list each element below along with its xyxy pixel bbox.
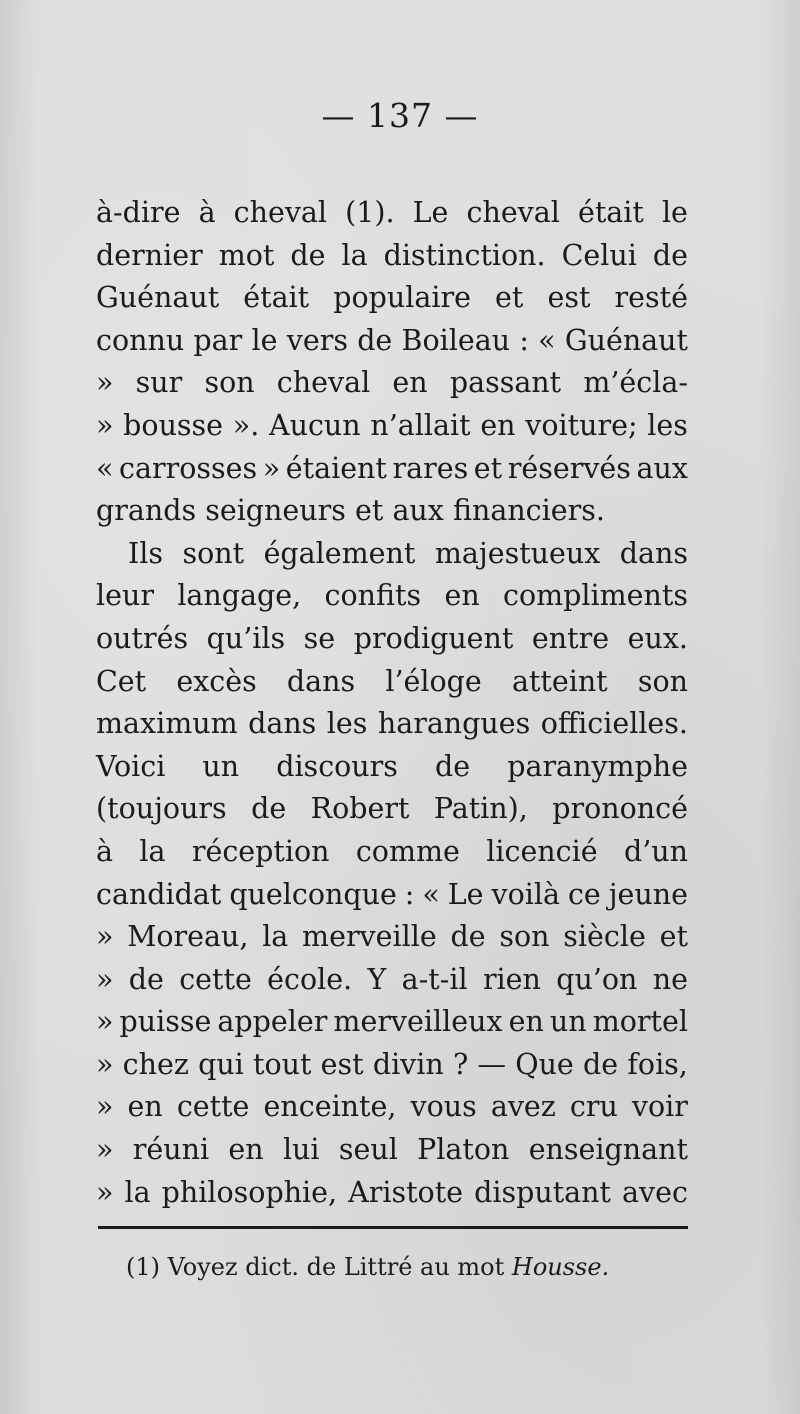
text-line <box>96 533 688 576</box>
word: Guénaut <box>96 281 220 315</box>
word: en <box>392 366 428 400</box>
text-line <box>96 831 688 874</box>
word: passant <box>449 366 562 400</box>
word: Aristote <box>348 1175 464 1209</box>
word: rien <box>482 962 541 996</box>
text-line <box>96 959 688 1002</box>
word: « <box>96 451 114 485</box>
word: son <box>637 664 688 698</box>
word: seigneurs <box>205 494 346 528</box>
word: paranymphe <box>507 749 688 783</box>
text-line <box>96 362 688 405</box>
footnote-text: (1) Voyez dict. de Littré au mot <box>126 1253 512 1281</box>
text-line <box>96 320 688 363</box>
word: bousse <box>123 408 224 442</box>
word: tout <box>253 1047 312 1081</box>
word: voiture; <box>525 408 638 442</box>
word: Moreau, <box>127 920 249 954</box>
word: carrosses <box>119 451 258 485</box>
word: la <box>124 1175 151 1209</box>
word: un <box>202 749 240 783</box>
word: également <box>263 536 416 570</box>
word: : <box>519 323 529 357</box>
text-line <box>96 405 688 448</box>
word: la <box>139 834 166 868</box>
word: Ils <box>128 536 163 570</box>
word: à <box>96 834 113 868</box>
word: de <box>652 238 688 272</box>
text-line <box>96 1044 688 1087</box>
word: » <box>262 451 281 485</box>
text-line <box>96 1086 688 1129</box>
word: enceinte, <box>263 1090 397 1124</box>
word: avez <box>490 1090 556 1124</box>
word: puisse <box>119 1005 212 1039</box>
word: Celui <box>561 238 637 272</box>
word: » <box>96 408 114 442</box>
word: maximum <box>96 707 238 741</box>
word: Y <box>367 962 387 996</box>
word: de <box>357 323 393 357</box>
word: lui <box>282 1133 320 1167</box>
word: confits <box>324 579 422 613</box>
word: » <box>96 1175 114 1209</box>
word: en <box>444 579 480 613</box>
word: de <box>435 749 471 783</box>
word: excès <box>176 664 257 698</box>
word: voilà <box>491 877 560 911</box>
word: cheval <box>466 196 560 229</box>
word: était <box>577 196 644 229</box>
word: cette <box>176 1090 250 1124</box>
text-line <box>96 490 688 533</box>
word: vers <box>286 323 348 357</box>
text-line <box>96 192 688 235</box>
word: à <box>198 196 216 229</box>
word: aux <box>636 451 688 485</box>
word: » <box>96 1005 114 1039</box>
footnote-rule <box>98 1226 688 1229</box>
word: ». <box>232 408 260 442</box>
text-line <box>96 916 688 959</box>
text-line <box>96 575 688 618</box>
text-line <box>96 661 688 704</box>
footnote <box>126 1250 686 1284</box>
word: son <box>499 920 550 954</box>
text-line <box>96 1129 688 1172</box>
word: entre <box>531 621 610 655</box>
word: Voici <box>96 749 166 783</box>
text-line <box>96 1172 688 1215</box>
word: Le <box>412 196 449 229</box>
text-line <box>96 874 688 917</box>
word: prononcé <box>552 792 688 826</box>
word: les <box>647 408 688 442</box>
word: » <box>96 366 114 400</box>
word: disputant <box>474 1175 611 1209</box>
word: les <box>326 707 368 741</box>
word: par <box>193 323 243 357</box>
word: Le <box>447 877 484 911</box>
word: se <box>303 621 336 655</box>
word: rares <box>392 451 469 485</box>
text-line <box>96 746 688 789</box>
word: de <box>251 792 287 826</box>
word: dernier <box>96 238 203 272</box>
word: siècle <box>563 920 646 954</box>
word: Patin), <box>433 792 528 826</box>
word: populaire <box>333 281 471 315</box>
word: en <box>228 1133 264 1167</box>
word: resté <box>614 281 688 315</box>
word: seul <box>338 1133 398 1167</box>
word: » <box>96 962 114 996</box>
word: langage, <box>177 579 302 613</box>
word: » <box>96 1133 114 1167</box>
word: mot <box>218 238 275 272</box>
word: atteint <box>511 664 608 698</box>
word: la <box>262 920 289 954</box>
text-line <box>96 1001 688 1044</box>
word: a-t-il <box>401 962 468 996</box>
word: quelconque <box>229 877 397 911</box>
word: (toujours <box>96 792 227 826</box>
word: voir <box>631 1090 688 1124</box>
word: de <box>583 1047 619 1081</box>
word: cheval <box>276 366 371 400</box>
word: cette <box>179 962 252 996</box>
word: Platon <box>417 1133 510 1167</box>
word: prodiguent <box>353 621 514 655</box>
text-line <box>96 703 688 746</box>
word: avec <box>622 1175 688 1209</box>
word: enseignant <box>528 1133 688 1167</box>
word: le <box>661 196 688 229</box>
word: leur <box>96 579 154 613</box>
word: divin <box>372 1047 444 1081</box>
word: ne <box>652 962 688 996</box>
word: : <box>404 877 415 911</box>
word: eux. <box>627 621 688 655</box>
word: et <box>473 451 503 485</box>
word: (1). <box>345 196 395 229</box>
word: « <box>538 323 556 357</box>
word: réuni <box>132 1133 210 1167</box>
word: cru <box>569 1090 618 1124</box>
word: sur <box>135 366 183 400</box>
word: Que <box>515 1047 574 1081</box>
word: outrés <box>96 621 189 655</box>
word: en <box>480 408 516 442</box>
text-line <box>96 448 688 491</box>
word: et <box>659 920 688 954</box>
word: qu’on <box>556 962 638 996</box>
text-line <box>96 277 688 320</box>
word: » <box>96 1047 114 1081</box>
word: appeler <box>217 1005 328 1039</box>
footnote-italic: Housse. <box>511 1253 610 1281</box>
word: qui <box>198 1047 244 1081</box>
word: ce <box>567 877 601 911</box>
word: un <box>549 1005 587 1039</box>
word: son <box>204 366 255 400</box>
word: » <box>96 920 114 954</box>
word: candidat <box>96 877 222 911</box>
word: sont <box>182 536 245 570</box>
word: licencié <box>486 834 598 868</box>
word: l’éloge <box>385 664 482 698</box>
word: et <box>355 494 384 528</box>
word: jeune <box>608 877 688 911</box>
word: est <box>320 1047 364 1081</box>
page-number: — 137 — <box>321 96 479 135</box>
word: connu <box>96 323 185 357</box>
word: était <box>243 281 310 315</box>
word: officielles. <box>540 707 688 741</box>
word: discours <box>276 749 398 783</box>
word: comme <box>355 834 460 868</box>
word: — <box>477 1047 506 1081</box>
word: fois, <box>627 1047 688 1081</box>
text-line <box>96 618 688 661</box>
word: n’allait <box>370 408 471 442</box>
word: de <box>450 920 486 954</box>
word: Guénaut <box>564 323 688 357</box>
word: de <box>290 238 326 272</box>
text-line <box>96 235 688 278</box>
word: financiers. <box>452 494 605 528</box>
word: dans <box>248 707 317 741</box>
word: distinction. <box>383 238 546 272</box>
word: à-dire <box>96 196 181 229</box>
word: grands <box>96 494 197 528</box>
word: étaient <box>285 451 387 485</box>
word: mortel <box>592 1005 688 1039</box>
word: dans <box>286 664 356 698</box>
word: merveilleux <box>333 1005 503 1039</box>
word: harangues <box>377 707 531 741</box>
word: en <box>508 1005 544 1039</box>
word: d’un <box>623 834 688 868</box>
word: chez <box>122 1047 189 1081</box>
word: vous <box>410 1090 477 1124</box>
word: aux <box>392 494 444 528</box>
word: ? <box>452 1047 469 1081</box>
body-text <box>96 192 688 1214</box>
word: Robert <box>310 792 410 826</box>
word: la <box>341 238 368 272</box>
word: philosophie, <box>161 1175 338 1209</box>
word: » <box>96 1090 114 1124</box>
word: et <box>495 281 524 315</box>
word: est <box>547 281 591 315</box>
word: m’écla- <box>583 366 688 400</box>
word: le <box>251 323 278 357</box>
word: réservés <box>507 451 631 485</box>
word: Aucun <box>269 408 361 442</box>
word: qu’ils <box>206 621 286 655</box>
word: école. <box>267 962 353 996</box>
word: majestueux <box>434 536 601 570</box>
word: compliments <box>503 579 688 613</box>
word: dans <box>619 536 688 570</box>
word: en <box>127 1090 163 1124</box>
word: Boileau <box>401 323 511 357</box>
word: merveille <box>302 920 437 954</box>
word: « <box>422 877 440 911</box>
word: de <box>128 962 164 996</box>
word: cheval <box>233 196 328 229</box>
text-line <box>96 788 688 831</box>
word: réception <box>191 834 330 868</box>
word: Cet <box>96 664 147 698</box>
